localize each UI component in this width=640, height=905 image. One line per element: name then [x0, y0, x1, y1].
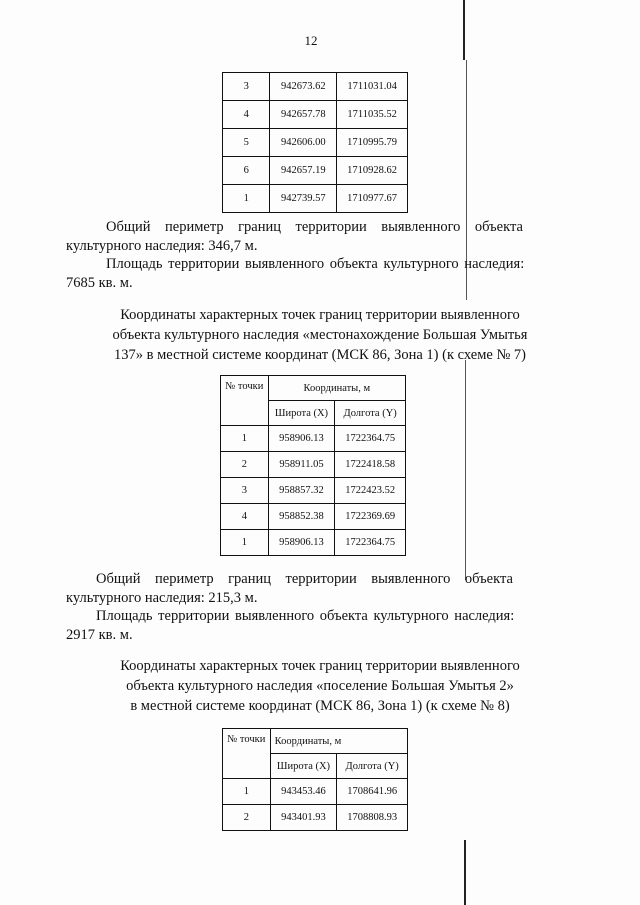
- point-number-cell: 3: [223, 73, 270, 101]
- longitude-cell: 1710995.79: [337, 129, 408, 157]
- coordinates-table-2: [220, 375, 406, 556]
- area-line-2: 2917 кв. м.: [66, 627, 133, 643]
- point-number-cell: 4: [221, 504, 269, 530]
- section-heading-2: [40, 305, 600, 365]
- table-row: [223, 779, 408, 805]
- column-header-latitude: Широта (X): [270, 754, 337, 779]
- heading-2-line-3: 137» в местной системе координат (МСК 86, Зона 1) (к схеме № 7): [114, 347, 526, 363]
- latitude-cell: 943401.93: [270, 805, 337, 831]
- table-row: [221, 530, 406, 556]
- column-header-longitude: Долгота (Y): [337, 754, 408, 779]
- longitude-cell: 1711035.52: [337, 101, 408, 129]
- latitude-cell: 942657.78: [270, 101, 337, 129]
- point-number-cell: 5: [223, 129, 270, 157]
- table-row: [221, 452, 406, 478]
- point-number-cell: 1: [221, 426, 269, 452]
- scan-artifact-line: [463, 0, 465, 60]
- heading-3-line-2: объекта культурного наследия «поселение Большая Умытья 2»: [126, 678, 514, 694]
- table-row: [221, 478, 406, 504]
- point-number-cell: 1: [221, 530, 269, 556]
- latitude-cell: 958906.13: [268, 426, 335, 452]
- table-row: [223, 129, 408, 157]
- point-number-cell: 6: [223, 157, 270, 185]
- longitude-cell: 1722423.52: [335, 478, 406, 504]
- latitude-cell: 958857.32: [268, 478, 335, 504]
- table-row: [221, 504, 406, 530]
- longitude-cell: 1722418.58: [335, 452, 406, 478]
- area-line-1: Площадь территории выявленного объекта культурного наследия:: [106, 256, 525, 272]
- latitude-cell: 942739.57: [270, 185, 337, 213]
- longitude-cell: 1710977.67: [337, 185, 408, 213]
- coordinates-table-1-body: [223, 73, 408, 213]
- point-number-cell: 2: [221, 452, 269, 478]
- latitude-cell: 942673.62: [270, 73, 337, 101]
- point-number-cell: 2: [223, 805, 271, 831]
- column-header-longitude: Долгота (Y): [335, 401, 406, 426]
- area-line-2: 7685 кв. м.: [66, 275, 133, 291]
- perimeter-text-1: [66, 218, 556, 256]
- perimeter-line-1: Общий периметр границ территории выявленного объекта: [106, 219, 523, 235]
- column-header-latitude: Широта (X): [268, 401, 335, 426]
- area-text-2: [66, 607, 556, 645]
- column-header-point: № точки: [223, 729, 271, 779]
- longitude-cell: 1722364.75: [335, 530, 406, 556]
- point-number-cell: 1: [223, 185, 270, 213]
- longitude-cell: 1708641.96: [337, 779, 408, 805]
- perimeter-text-2: [66, 570, 556, 608]
- area-text-1: [66, 255, 556, 293]
- scan-artifact-line: [465, 360, 466, 580]
- perimeter-line-1: Общий периметр границ территории выявленного объекта: [96, 571, 513, 587]
- point-number-cell: 3: [221, 478, 269, 504]
- heading-3-line-1: Координаты характерных точек границ территории выявленного: [120, 658, 520, 674]
- coordinates-table-3: [222, 728, 408, 831]
- table-row: [223, 73, 408, 101]
- longitude-cell: 1722369.69: [335, 504, 406, 530]
- latitude-cell: 958911.05: [268, 452, 335, 478]
- coordinates-table-1: [222, 72, 408, 213]
- table-row: [223, 185, 408, 213]
- perimeter-line-2: культурного наследия: 346,7 м.: [66, 238, 258, 254]
- latitude-cell: 942657.19: [270, 157, 337, 185]
- heading-3-line-3: в местной системе координат (МСК 86, Зона 1) (к схеме № 8): [130, 698, 510, 714]
- longitude-cell: 1722364.75: [335, 426, 406, 452]
- latitude-cell: 942606.00: [270, 129, 337, 157]
- table-row: [221, 426, 406, 452]
- page-number: 12: [304, 33, 318, 48]
- table-row: [223, 805, 408, 831]
- area-line-1: Площадь территории выявленного объекта культурного наследия:: [96, 608, 515, 624]
- latitude-cell: 958852.38: [268, 504, 335, 530]
- point-number-cell: 4: [223, 101, 270, 129]
- longitude-cell: 1710928.62: [337, 157, 408, 185]
- table-row: [223, 101, 408, 129]
- latitude-cell: 958906.13: [268, 530, 335, 556]
- column-header-coordinates: Координаты, м: [270, 729, 407, 754]
- heading-2-line-1: Координаты характерных точек границ территории выявленного: [120, 307, 520, 323]
- table-row: [223, 157, 408, 185]
- section-heading-3: [40, 656, 600, 716]
- coordinates-table-3-body: [223, 779, 408, 831]
- scan-artifact-line: [464, 840, 466, 905]
- column-header-point: № точки: [221, 376, 269, 426]
- latitude-cell: 943453.46: [270, 779, 337, 805]
- point-number-cell: 1: [223, 779, 271, 805]
- column-header-coordinates: Координаты, м: [268, 376, 405, 401]
- heading-2-line-2: объекта культурного наследия «местонахождение Большая Умытья: [112, 327, 528, 343]
- longitude-cell: 1711031.04: [337, 73, 408, 101]
- longitude-cell: 1708808.93: [337, 805, 408, 831]
- coordinates-table-2-body: [221, 426, 406, 556]
- perimeter-line-2: культурного наследия: 215,3 м.: [66, 590, 258, 606]
